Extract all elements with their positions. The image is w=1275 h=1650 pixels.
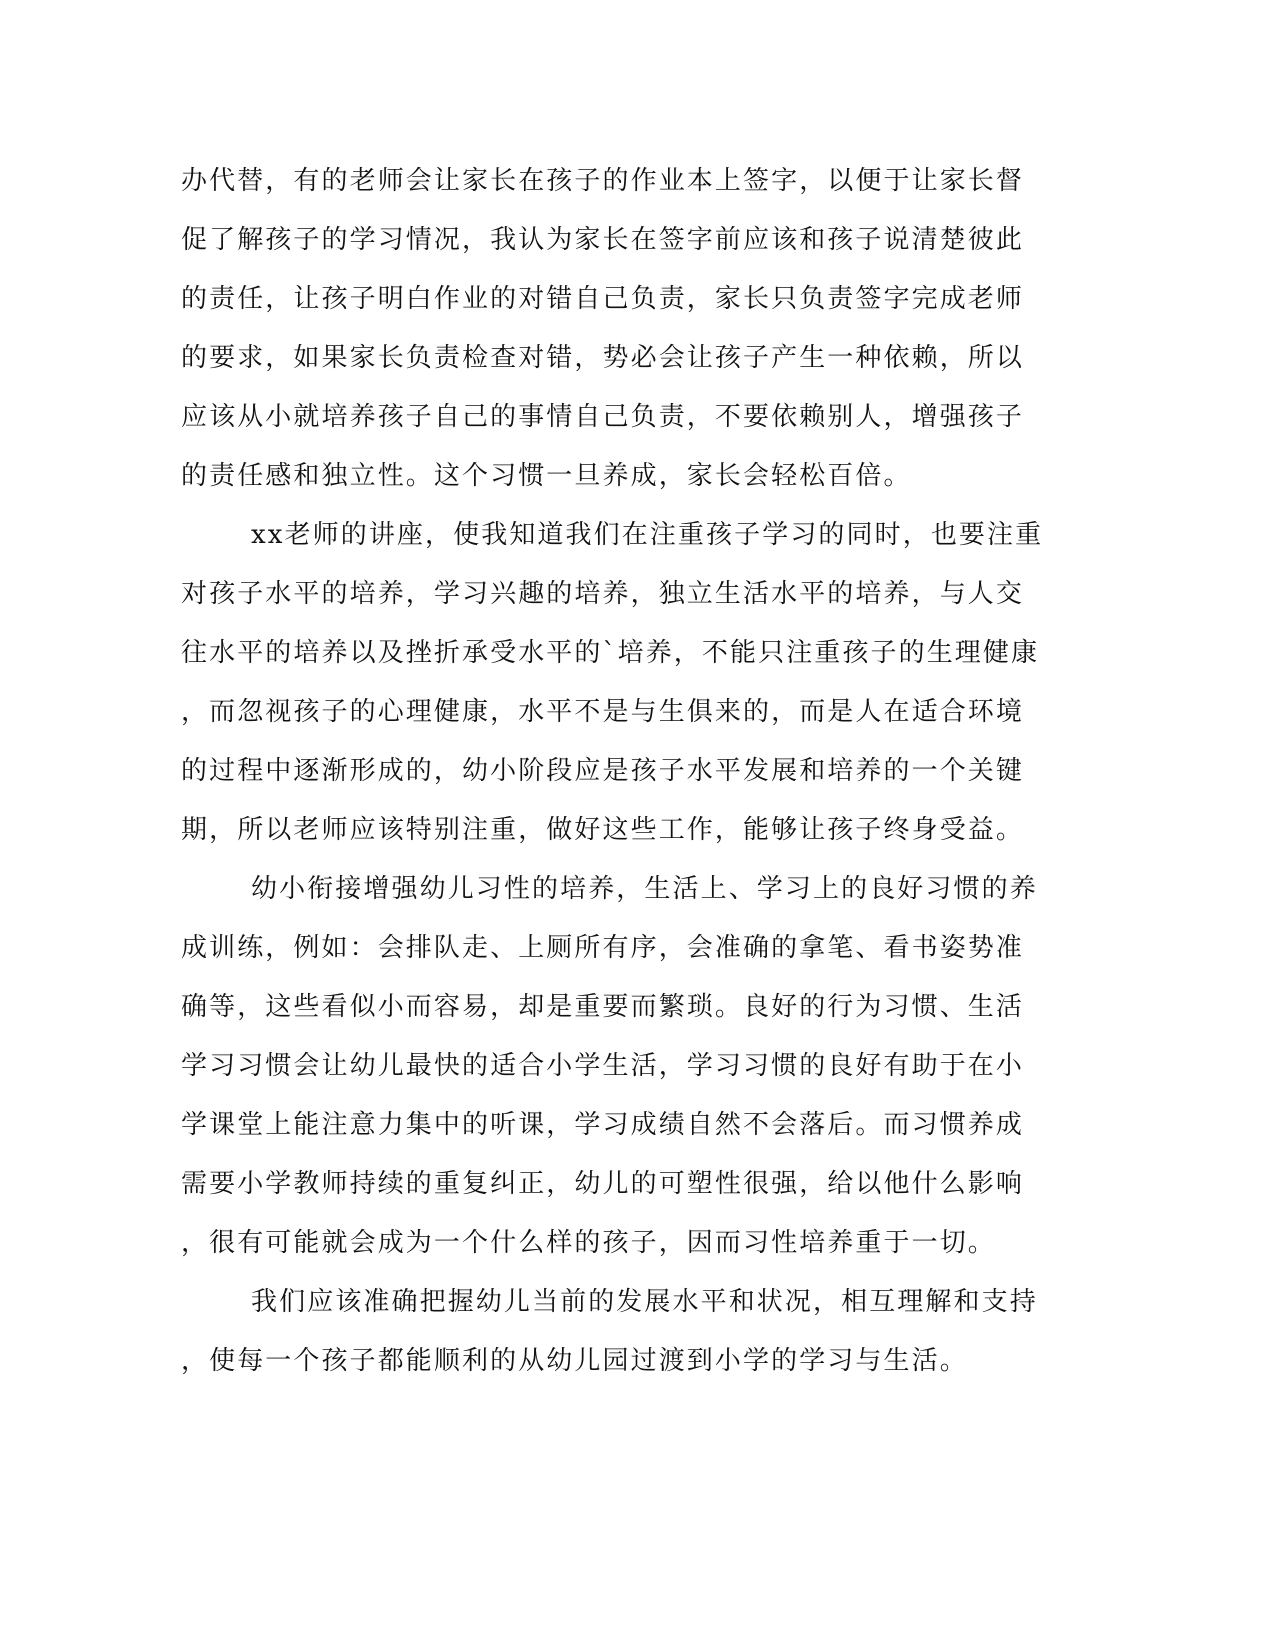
text-line: 的要求，如果家长负责检查对错，势必会让孩子产生一种依赖，所以 [181,343,1025,373]
text-line: ，使每一个孩子都能顺利的从幼儿园过渡到小学的学习与生活。 [181,1346,968,1376]
document-body [181,158,1044,1397]
text-line: 确等，这些看似小而容易，却是重要而繁琐。良好的行为习惯、生活 [181,992,1025,1022]
paragraph-first-line: xx老师的讲座，使我知道我们在注重孩子学习的同时，也要注重 [251,520,1044,550]
text-line: 应该从小就培养孩子自己的事情自己负责，不要依赖别人，增强孩子 [181,402,1025,432]
text-line: ，而忽视孩子的心理健康，水平不是与生俱来的，而是人在适合环境 [181,697,1025,727]
text-line: 办代替，有的老师会让家长在孩子的作业本上签字，以便于让家长督 [181,166,1025,196]
paragraph-first-line: 我们应该准确把握幼儿当前的发展水平和状况，相互理解和支持 [251,1287,1038,1317]
text-line: 往水平的培养以及挫折承受水平的`培养，不能只注重孩子的生理健康 [181,638,1040,668]
paragraph-first-line: 幼小衔接增强幼儿习性的培养，生活上、学习上的良好习惯的养 [251,874,1038,904]
text-line: 成训练，例如：会排队走、上厕所有序，会准确的拿笔、看书姿势准 [181,933,1025,963]
text-line: 的责任感和独立性。这个习惯一旦养成，家长会轻松百倍。 [181,461,912,491]
text-line: ，很有可能就会成为一个什么样的孩子，因而习性培养重于一切。 [181,1228,996,1258]
text-line: 学课堂上能注意力集中的听课，学习成绩自然不会落后。而习惯养成 [181,1110,1025,1140]
text-line: 的责任，让孩子明白作业的对错自己负责，家长只负责签字完成老师 [181,284,1025,314]
text-line: 的过程中逐渐形成的，幼小阶段应是孩子水平发展和培养的一个关键 [181,756,1025,786]
text-line: 需要小学教师持续的重复纠正，幼儿的可塑性很强，给以他什么影响 [181,1169,1025,1199]
text-line: 促了解孩子的学习情况，我认为家长在签字前应该和孩子说清楚彼此 [181,225,1025,255]
text-line: 对孩子水平的培养，学习兴趣的培养，独立生活水平的培养，与人交 [181,579,1025,609]
text-line: 期，所以老师应该特别注重，做好这些工作，能够让孩子终身受益。 [181,815,1025,845]
text-line: 学习习惯会让幼儿最快的适合小学生活，学习习惯的良好有助于在小 [181,1051,1025,1081]
